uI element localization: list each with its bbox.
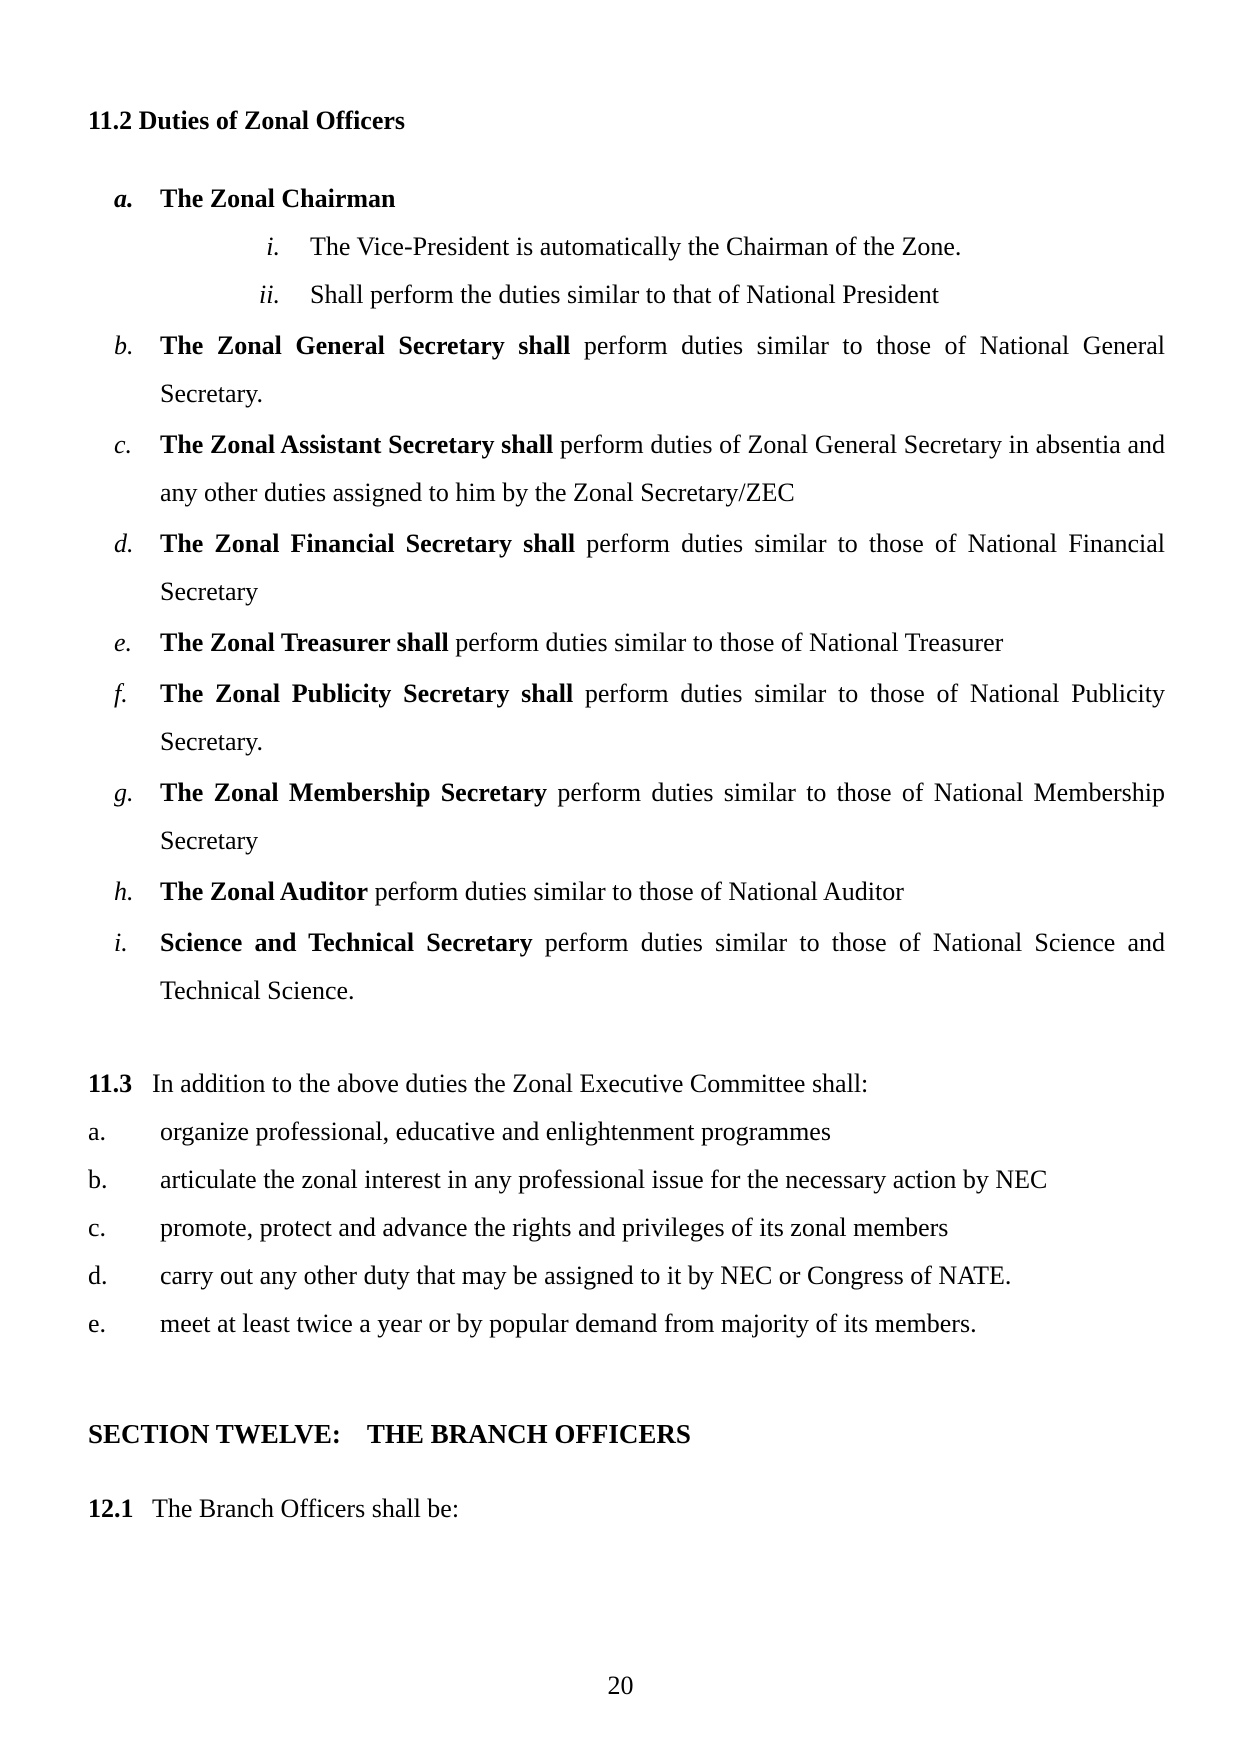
item-lead: The Zonal General Secretary shall xyxy=(160,331,571,360)
item-lead: Science and Technical Secretary xyxy=(160,928,533,957)
section-12-1-number: 12.1 xyxy=(88,1494,134,1523)
section-11-3-intro xyxy=(88,1060,1165,1108)
item-lead: The Zonal Assistant Secretary shall xyxy=(160,430,554,459)
list-item-f xyxy=(88,670,1165,766)
item-text xyxy=(160,520,1165,616)
item-text: organize professional, educative and enlightenment programmes xyxy=(160,1117,831,1146)
item-marker: c. xyxy=(114,430,133,459)
zonal-chairman-sublist xyxy=(160,223,1165,319)
list-item-h xyxy=(88,868,1165,916)
item-text: meet at least twice a year or by popular demand from majority of its members. xyxy=(160,1309,977,1338)
item-lead: The Zonal Auditor xyxy=(160,877,369,906)
item-marker: d. xyxy=(114,529,134,558)
item-text xyxy=(160,670,1165,766)
item-marker: i. xyxy=(114,928,128,957)
item-rest: perform duties similar to those of National General Secretary. xyxy=(160,331,1165,408)
item-marker: b. xyxy=(88,1165,108,1194)
list-item-b xyxy=(88,1156,1165,1204)
sub-item-i xyxy=(160,223,1165,271)
sub-item-marker: i. xyxy=(266,232,280,261)
item-rest: perform duties of Zonal General Secretary in absentia and any other duties assigned to him by the Zonal Secretary/ZEC xyxy=(160,430,1165,507)
list-item-c xyxy=(88,1204,1165,1252)
item-text xyxy=(160,175,1165,223)
sub-item-text: Shall perform the duties similar to that of National President xyxy=(310,280,939,309)
section-twelve-label: SECTION TWELVE: xyxy=(88,1419,341,1449)
item-text xyxy=(160,619,1165,667)
list-item-b xyxy=(88,322,1165,418)
item-rest: perform duties similar to those of National Membership Secretary xyxy=(160,778,1165,855)
item-marker: f. xyxy=(114,679,128,708)
item-marker: g. xyxy=(114,778,134,807)
list-item-e xyxy=(88,1300,1165,1348)
list-item-c xyxy=(88,421,1165,517)
item-marker: a. xyxy=(114,184,134,213)
item-rest: perform duties similar to those of National Auditor xyxy=(368,877,904,906)
section-twelve-title: THE BRANCH OFFICERS xyxy=(366,1419,691,1449)
section-twelve-heading xyxy=(88,1410,1165,1458)
item-text: articulate the zonal interest in any professional issue for the necessary action by NEC xyxy=(160,1165,1048,1194)
item-lead: The Zonal Financial Secretary shall xyxy=(160,529,576,558)
section-12-1-text: The Branch Officers shall be: xyxy=(152,1494,460,1523)
item-marker: c. xyxy=(88,1213,107,1242)
section-11-3-number: 11.3 xyxy=(88,1069,133,1098)
item-lead: The Zonal Treasurer shall xyxy=(160,628,449,657)
zonal-officers-list xyxy=(88,175,1165,1015)
section-11-3-text: In addition to the above duties the Zonal Executive Committee shall: xyxy=(152,1069,869,1098)
item-text: promote, protect and advance the rights and privileges of its zonal members xyxy=(160,1213,949,1242)
item-text: carry out any other duty that may be assigned to it by NEC or Congress of NATE. xyxy=(160,1261,1012,1290)
list-item-d xyxy=(88,520,1165,616)
list-item-g xyxy=(88,769,1165,865)
section-11-2-heading: 11.2 Duties of Zonal Officers xyxy=(88,106,406,135)
list-item-a xyxy=(88,1108,1165,1156)
sub-item-text: The Vice-President is automatically the Chairman of the Zone. xyxy=(310,232,962,261)
item-marker: e. xyxy=(114,628,133,657)
item-rest: perform duties similar to those of National Treasurer xyxy=(448,628,1004,657)
item-text xyxy=(160,868,1165,916)
sub-item-marker: ii. xyxy=(259,280,280,309)
item-rest: perform duties similar to those of National Publicity Secretary. xyxy=(160,679,1165,756)
item-lead: The Zonal Chairman xyxy=(160,184,396,213)
item-lead: The Zonal Publicity Secretary shall xyxy=(160,679,574,708)
item-marker: h. xyxy=(114,877,134,906)
item-marker: a. xyxy=(88,1117,107,1146)
item-text xyxy=(160,421,1165,517)
item-lead: The Zonal Membership Secretary xyxy=(160,778,548,807)
list-item-i xyxy=(88,919,1165,1015)
item-rest: perform duties similar to those of National Financial Secretary xyxy=(160,529,1165,606)
sub-item-ii xyxy=(160,271,1165,319)
item-marker: b. xyxy=(114,331,134,360)
zec-duties-list xyxy=(88,1108,1165,1348)
item-text xyxy=(160,769,1165,865)
list-item-a xyxy=(88,175,1165,319)
item-text xyxy=(160,322,1165,418)
item-rest: perform duties similar to those of National Science and Technical Science. xyxy=(160,928,1166,1005)
list-item-d xyxy=(88,1252,1165,1300)
item-marker: d. xyxy=(88,1261,108,1290)
section-12-1 xyxy=(88,1485,1165,1533)
page-number: 20 xyxy=(607,1671,634,1700)
item-marker: e. xyxy=(88,1309,107,1338)
item-text xyxy=(160,919,1165,1015)
list-item-e xyxy=(88,619,1165,667)
